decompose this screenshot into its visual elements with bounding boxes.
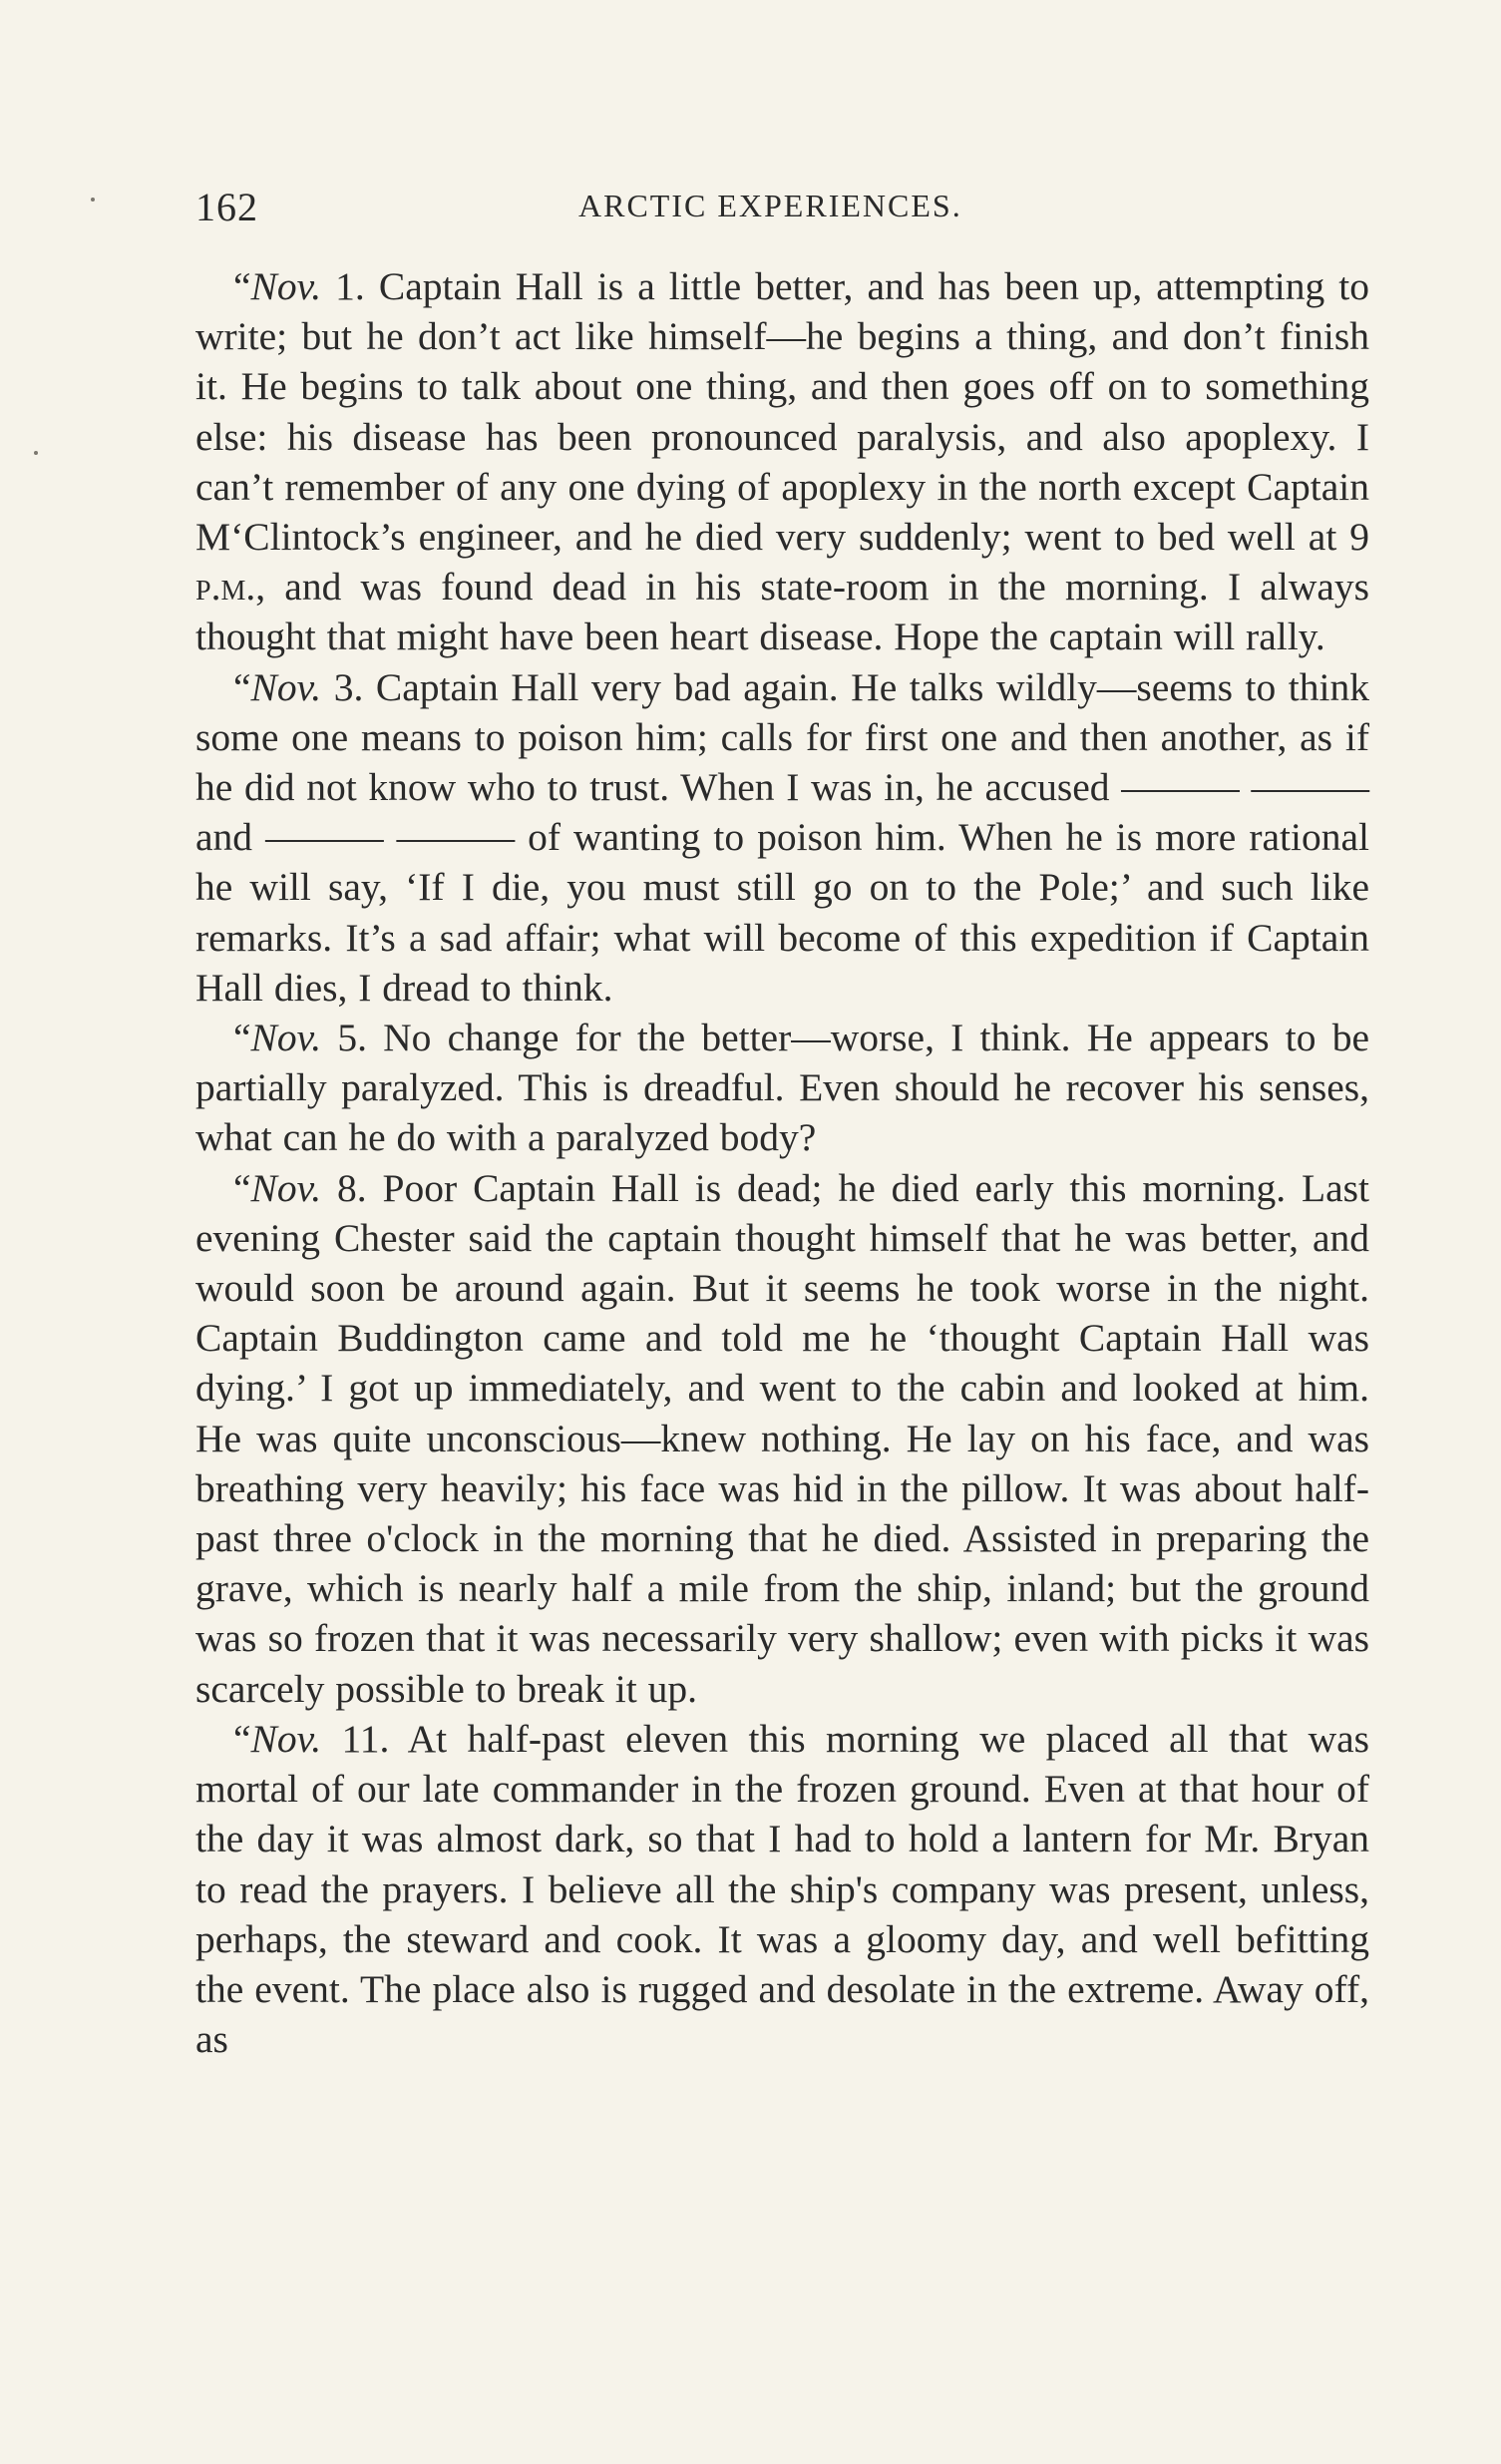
diary-entry-nov-11 bbox=[195, 1714, 1369, 2064]
diary-entry-nov-5 bbox=[195, 1013, 1369, 1163]
entry-date: Nov. bbox=[250, 1165, 322, 1210]
entry-text: 8. Poor Captain Hall is dead; he died early this morning. Last evening Chester said the captain thought himself that he was better, and would soon be around again. But it seems he took worse in the night. Captain Buddington came and told me he ‘thought Captain Hall was dying.’ I got up immediately, and went to the cabin and looked at him. He was quite unconscious—knew nothing. He lay on his face, and was breathing very heavily; his face was hid in the pillow. It was about half-past three o'clock in the morning that he died. Assisted in preparing the grave, which is nearly half a mile from the ship, inland; but the ground was so frozen that it was necessarily very shallow; even with picks it was scarcely possible to break it up. bbox=[195, 1165, 1369, 1711]
entry-text: 1. Captain Hall is a little better, and has been up, attempting to write; but he don’t act like himself—he begins a thing, and don’t finish it. He begins to talk about one thing, and then goes off on to something else: his disease has been pronounced paralysis, and also apoplexy. I can’t remember of any one dying of apoplexy in the north except Captain M‘Clintock’s engineer, and he died very suddenly; went to bed well at 9 bbox=[195, 264, 1369, 560]
open-quote: “ bbox=[233, 1165, 251, 1210]
open-quote: “ bbox=[233, 264, 251, 308]
page-header bbox=[195, 184, 1372, 243]
page-number: 162 bbox=[195, 185, 258, 229]
entry-date: Nov. bbox=[250, 1716, 322, 1761]
diary-entry-nov-3 bbox=[195, 662, 1369, 1013]
body-text bbox=[195, 261, 1369, 2064]
running-head: ARCTIC EXPERIENCES. bbox=[578, 188, 962, 223]
entry-text: 5. No change for the better—worse, I think. He appears to be partially paralyzed. This is dreadful. Even should he recover his senses, what can he do with a paralyzed body? bbox=[195, 1016, 1369, 1160]
entry-date: Nov. bbox=[250, 664, 322, 709]
margin-speck bbox=[34, 451, 38, 455]
entry-text-continued: , and was found dead in his state-room in the morning. I always thought that might have been heart disease. Hope the captain will rally. bbox=[195, 565, 1369, 659]
entry-text: 3. Captain Hall very bad again. He talks wildly—seems to think some one means to poison him; calls for first one and then another, as if he did not know who to trust. When I was in, he accused ——— ——— and ——— ——— of wanting to poison him. When he is more rational he will say, ‘If I die, you must still go on to the Pole;’ and such like remarks. It’s a sad affair; what will become of this expedition if Captain Hall dies, I dread to think. bbox=[195, 664, 1369, 1010]
entry-date: Nov. bbox=[250, 264, 322, 308]
entry-text: 11. At half-past eleven this morning we placed all that was mortal of our late commander in the frozen ground. Even at that hour of the day it was almost dark, so that I had to hold a lantern for Mr. Bryan to read the prayers. I believe all the ship's company was present, unless, perhaps, the steward and cook. It was a gloomy day, and well befitting the event. The place also is rugged and desolate in the extreme. Away off, as bbox=[195, 1716, 1369, 2062]
open-quote: “ bbox=[233, 1716, 251, 1761]
entry-date: Nov. bbox=[250, 1016, 322, 1060]
open-quote: “ bbox=[233, 1016, 251, 1060]
margin-speck bbox=[91, 198, 95, 202]
diary-entry-nov-8 bbox=[195, 1163, 1369, 1714]
time-suffix: p.m. bbox=[195, 565, 256, 610]
open-quote: “ bbox=[233, 664, 251, 709]
diary-entry-nov-1 bbox=[195, 261, 1369, 662]
